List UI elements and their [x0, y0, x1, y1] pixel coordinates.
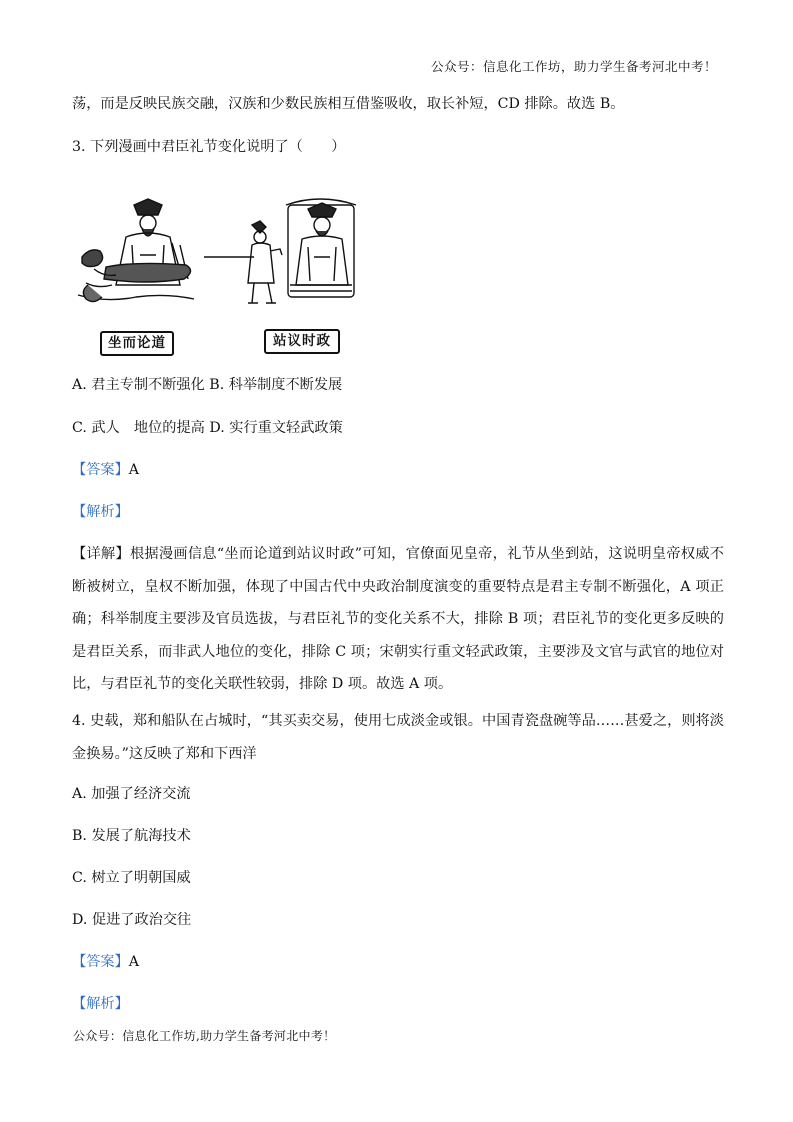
question-4-answer — [72, 952, 722, 972]
question-3-detail — [72, 538, 724, 701]
answer-tag: 【答案】 — [72, 462, 129, 478]
left-scene-figures — [78, 199, 194, 302]
question-3-stem: 3. 下列漫画中君臣礼节变化说明了（ ） — [72, 139, 346, 155]
cartoon-drawing — [76, 185, 366, 315]
caption-right: 站议时政 — [264, 329, 340, 354]
detail-tag: 【详解】 — [72, 546, 130, 562]
question-4-option-b: B. 发展了航海技术 — [72, 828, 191, 844]
answer-tag: 【答案】 — [72, 954, 129, 970]
analysis-tag: 【解析】 — [72, 996, 129, 1012]
right-scene-figures — [248, 199, 356, 303]
page-footer: 公众号：信息化工作坊,助力学生备考河北中考！ — [73, 1029, 336, 1043]
question-4-stem: 4. 史载，郑和船队在占城时，“其买卖交易，使用七成淡金或银。中国青瓷盘碗等品……甚爱之，则将淡金换易。”这反映了郑和下西洋 — [72, 713, 724, 762]
question-3-options-ab: A. 君主专制不断强化 B. 科举制度不断发展 — [72, 377, 343, 393]
analysis-tag: 【解析】 — [72, 504, 129, 520]
previous-answer-tail: 荡，而是反映民族交融，汉族和少数民族相互借鉴吸收，取长补短，CD 排除。故选 B。 — [72, 96, 625, 112]
answer-value: A — [128, 462, 140, 478]
question-4-analysis-tag — [72, 994, 722, 1014]
question-4-option-d: D. 促进了政治交往 — [72, 912, 192, 928]
question-4-option-a: A. 加强了经济交流 — [72, 786, 191, 802]
answer-value: A — [128, 954, 140, 970]
detail-text: 根据漫画信息“坐而论道到站议时政”可知，官僚面见皇帝，礼节从坐到站，这说明皇帝权威不断被树立，皇权不断加强，体现了中国古代中央政治制度演变的重要特点是君主专制不断强化，A 项正确；科举制度主要涉及官员选拔，与君臣礼节的变化关系不大，排除 B 项；君臣礼节的变化更多反映的是君臣关系，而非武人地位的变化，排除 C 项；宋朝实行重文轻武政策，主要涉及文官与武官的地位对比，与君臣礼节的变化关联性较弱，排除 D 项。故选 A 项。 — [72, 546, 724, 692]
caption-left: 坐而论道 — [100, 331, 174, 356]
question-3-options-cd: C. 武人 地位的提高 D. 实行重文轻武政策 — [72, 420, 343, 436]
cartoon-illustration — [76, 185, 366, 351]
question-3-answer — [72, 460, 722, 480]
question-4-option-c: C. 树立了明朝国威 — [72, 870, 191, 886]
page-header: 公众号：信息化工作坊，助力学生备考河北中考！ — [430, 59, 717, 74]
question-3-analysis-tag — [72, 502, 722, 522]
